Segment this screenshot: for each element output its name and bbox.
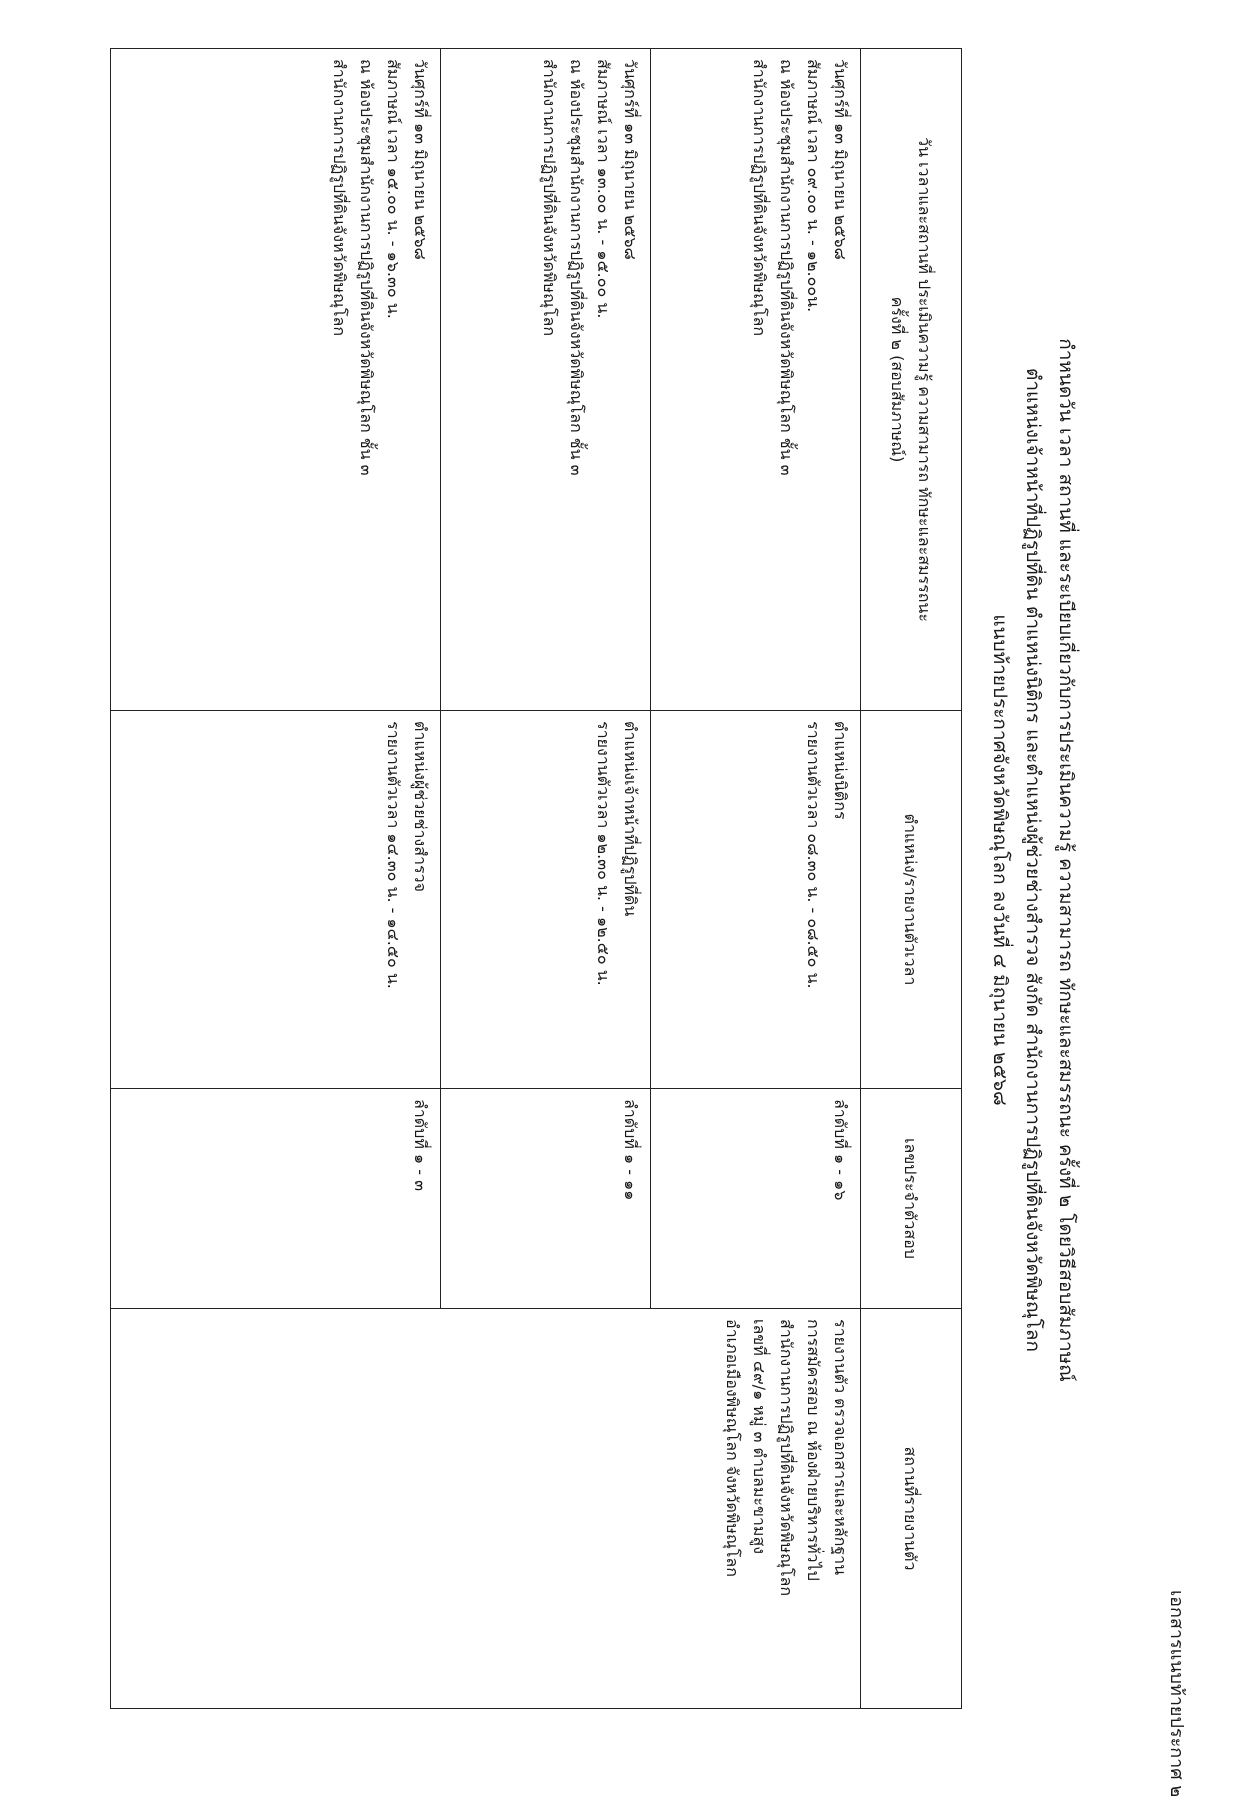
header-date-venue: วัน เวลาและสถานที่ ประเมินความรู้ ความสามารถ ทักษะและสมรรถนะ ครั้งที่ ๒ (สอบสัมภาษณ์) <box>861 49 962 711</box>
cell-exam-number: ลำดับที่ ๑ - ๑๑ <box>441 1089 651 1309</box>
document-heading <box>983 140 1082 1580</box>
cell-date-venue: วันศุกร์ที่ ๑๓ มิถุนายน ๒๕๖๘ สัมภาษณ์ เวลา ๐๙.๐๐ น. - ๑๒.๐๐น. ณ ห้องประชุมสำนักงานการปฏิรูปที่ดินจังหวัดพิษณุโลก ชั้น ๓ สำนักงานการปฏิรูปที่ดินจังหวัดพิษณุโลก <box>651 49 861 711</box>
heading-line-2: ตำแหน่งเจ้าหน้าที่ปฏิรูปที่ดิน ตำแหน่งนิติกร และตำแหน่งผู้ช่วยช่างสำรวจ สังกัด สำนักงานการปฏิรูปที่ดินจังหวัดพิษณุโลก <box>1022 368 1044 1352</box>
table-row <box>651 49 861 1709</box>
cell-position-time: ตำแหน่งเจ้าหน้าที่ปฏิรูปที่ดิน รายงานตัวเวลา ๑๒.๓๐ น. - ๑๒.๕๐ น. <box>441 711 651 1089</box>
schedule-table <box>110 48 962 1709</box>
header-report-place: สถานที่รายงานตัว <box>861 1309 962 1709</box>
header-position-time: ตำแหน่ง/รายงานตัวเวลา <box>861 711 962 1089</box>
cell-exam-number: ลำดับที่ ๑ - ๑๖ <box>651 1089 861 1309</box>
cell-position-time: ตำแหน่งผู้ช่วยช่างสำรวจ รายงานตัวเวลา ๑๔.๓๐ น. - ๑๔.๕๐ น. <box>111 711 441 1089</box>
cell-date-venue: วันศุกร์ที่ ๑๓ มิถุนายน ๒๕๖๘ สัมภาษณ์ เวลา ๑๓.๐๐ น. - ๑๕.๐๐ น. ณ ห้องประชุมสำนักงานการปฏิรูปที่ดินจังหวัดพิษณุโลก ชั้น ๓ สำนักงานการปฏิรูปที่ดินจังหวัดพิษณุโลก <box>441 49 651 711</box>
cell-exam-number: ลำดับที่ ๑ - ๓ <box>111 1089 441 1309</box>
header-exam-number: เลขประจำตัวสอบ <box>861 1089 962 1309</box>
heading-line-1: กำหนดวัน เวลา สถานที่ และระเบียบเกี่ยวกับการประเมินความรู้ ความสามารถ ทักษะและสมรรถนะ ครั้งที่ ๒ โดยวิธีสอบสัมภาษณ์ <box>1055 338 1077 1382</box>
cell-report-place: รายงานตัว ตรวจเอกสารและหลักฐาน การสมัครสอบ ณ ห้องฝ่ายบริหารทั่วไป สำนักงานการปฏิรูปที่ดินจังหวัดพิษณุโลก เลขที่ ๔๙/๑ หมู่ ๓ ตำบลมะขามสูง อำเภอเมืองพิษณุโลก จังหวัดพิษณุโลก <box>111 1309 861 1709</box>
cell-date-venue: วันศุกร์ที่ ๑๓ มิถุนายน ๒๕๖๘ สัมภาษณ์ เวลา ๑๕.๐๐ น. - ๑๖.๓๐ น. ณ ห้องประชุมสำนักงานการปฏิรูปที่ดินจังหวัดพิษณุโลก ชั้น ๓ สำนักงานการปฏิรูปที่ดินจังหวัดพิษณุโลก <box>111 49 441 711</box>
heading-line-3: แนบท้ายประกาศจังหวัดพิษณุโลก ลงวันที่ ๔ มิถุนายน ๒๕๖๘ <box>989 614 1011 1106</box>
annex-label: เอกสารแนบท้ายประกาศ ๒ <box>1166 1590 1187 1797</box>
table-header-row <box>861 49 962 1709</box>
cell-position-time: ตำแหน่งนิติกร รายงานตัวเวลา ๐๘.๓๐ น. - ๐๘.๕๐ น. <box>651 711 861 1089</box>
